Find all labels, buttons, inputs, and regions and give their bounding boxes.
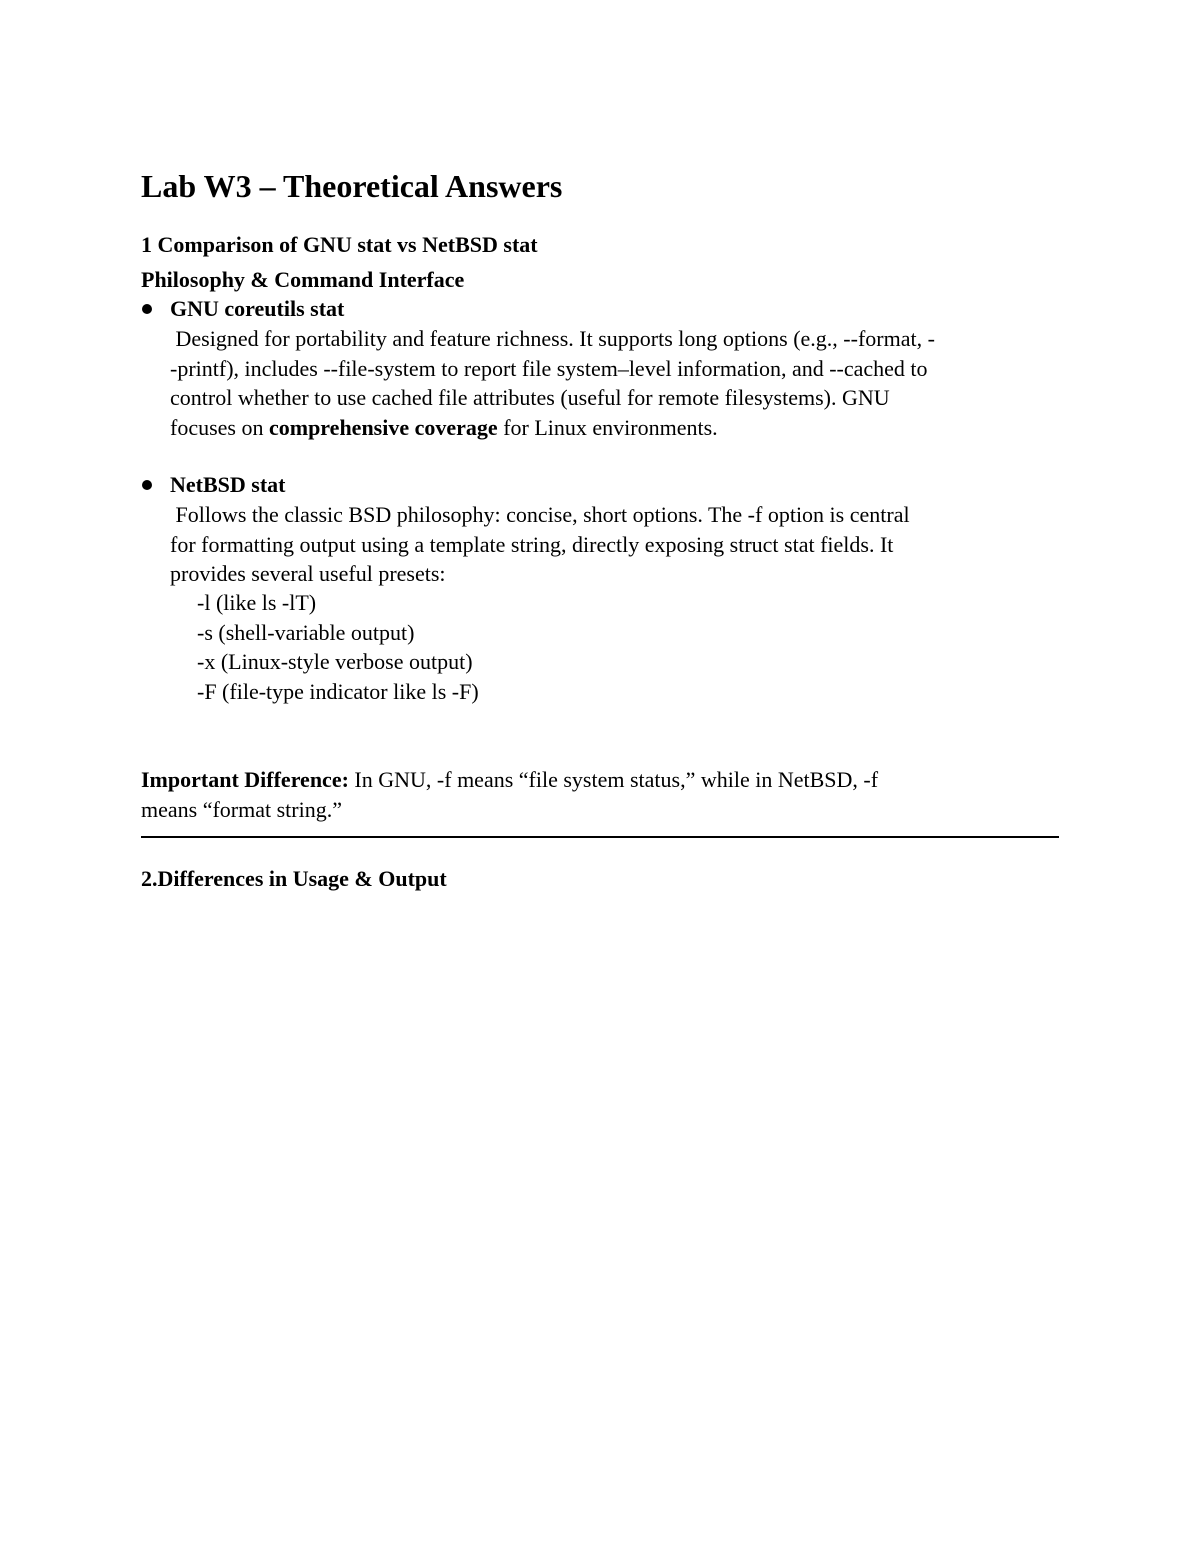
netbsd-preset-item: -s (shell-variable output)	[197, 620, 415, 645]
document-title: Lab W3 – Theoretical Answers	[141, 168, 563, 204]
important-difference	[141, 765, 878, 824]
important-line-2: means “format string.”	[141, 796, 342, 822]
netbsd-preset-item: -F (file-type indicator like ls -F)	[197, 679, 479, 704]
gnu-description	[170, 324, 935, 442]
bullet-icon	[142, 480, 152, 490]
gnu-line-3: control whether to use cached file attributes (useful for remote filesystems). GNU	[170, 385, 890, 410]
section-1-heading: 1 Comparison of GNU stat vs NetBSD stat	[141, 232, 538, 257]
horizontal-rule	[141, 836, 1059, 838]
netbsd-line-1: Follows the classic BSD philosophy: concise, short options. The -f option is central	[170, 502, 910, 527]
gnu-line-1: Designed for portability and feature richness. It supports long options (e.g., --format, -	[170, 326, 935, 351]
important-text-1: In GNU, -f means “file system status,” while in NetBSD, -f	[348, 767, 879, 792]
netbsd-preset-item: -l (like ls -lT)	[197, 590, 317, 615]
section-1-subheading: Philosophy & Command Interface	[141, 267, 465, 292]
netbsd-bullet-heading: NetBSD stat	[170, 472, 286, 497]
important-label: Important Difference:	[141, 767, 349, 792]
gnu-line-4-pre: focuses on	[170, 414, 269, 440]
section-2-heading: 2.Differences in Usage & Output	[141, 866, 447, 891]
netbsd-line-3: provides several useful presets:	[170, 561, 446, 586]
gnu-bullet-heading: GNU coreutils stat	[170, 296, 345, 321]
netbsd-description	[170, 500, 910, 589]
gnu-line-2: -printf), includes --file-system to report file system–level information, and --cached to	[170, 355, 928, 381]
netbsd-preset-item: -x (Linux-style verbose output)	[197, 649, 473, 674]
bullet-icon	[142, 304, 152, 314]
gnu-emphasis: comprehensive coverage	[268, 414, 498, 440]
gnu-line-4	[170, 413, 935, 443]
gnu-line-4-post: for Linux environments.	[497, 414, 718, 440]
important-line-1	[141, 765, 878, 795]
netbsd-line-2: for formatting output using a template string, directly exposing struct stat fields. It	[170, 531, 894, 557]
